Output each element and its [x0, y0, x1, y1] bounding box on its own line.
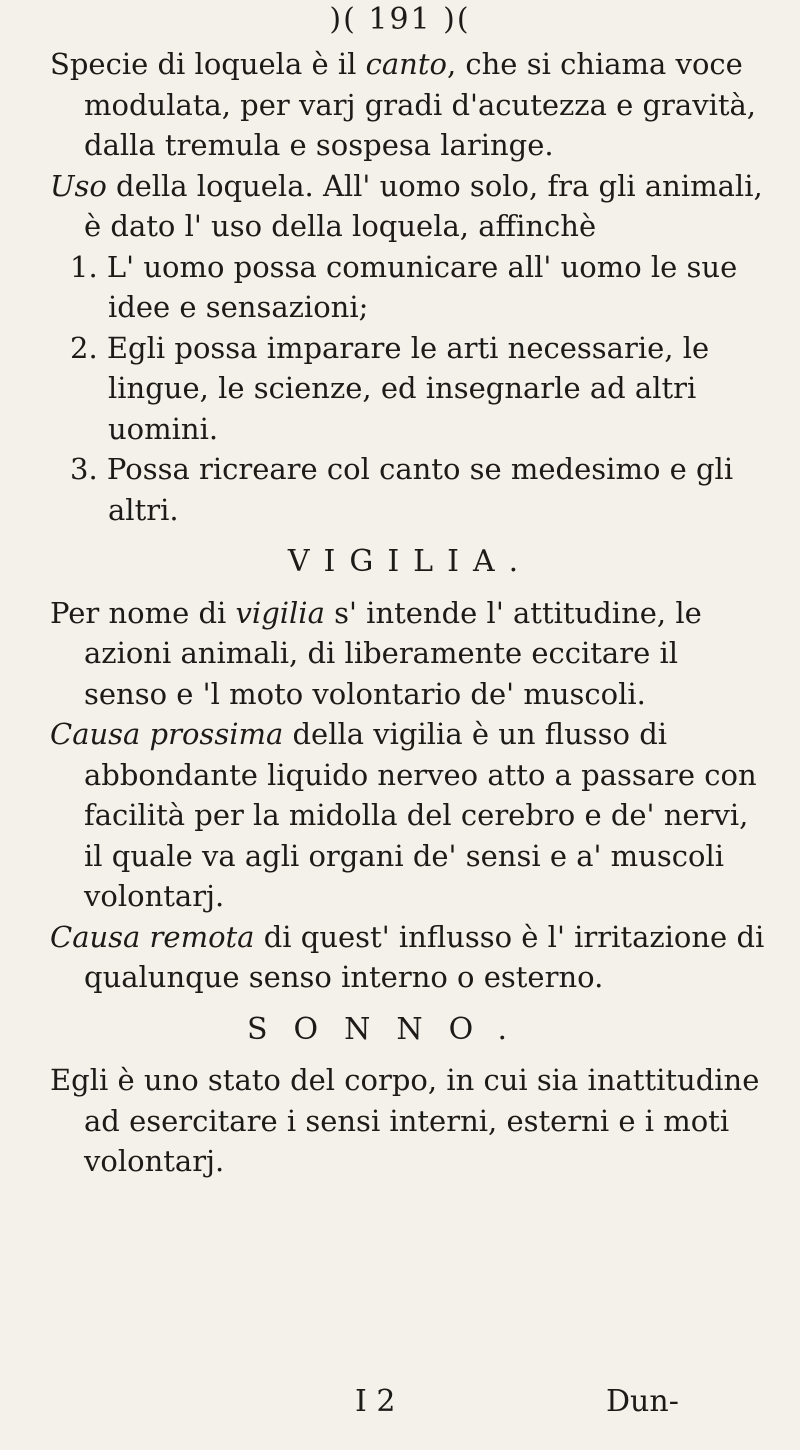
- list-item-number: 1.: [70, 249, 98, 284]
- uso-term: Uso: [50, 168, 107, 203]
- canto-term: canto: [365, 47, 447, 81]
- vigilia-intro-post: s' intende l' attitudine, le azioni animali, di liberamente eccitare il senso e 'l moto volontario de' muscoli.: [84, 595, 702, 711]
- list-item-number: 2.: [70, 330, 98, 365]
- causa-remota-term: Causa remota: [50, 919, 255, 954]
- canto-text: , che si chiama voce modulata, per varj gradi d'acutezza e gravità, dalla tremula e sospesa laringe.: [84, 47, 757, 162]
- canto-label: Specie di loquela è il: [50, 47, 366, 81]
- section-heading-vigilia: VIGILIA.: [287, 544, 533, 579]
- causa-remota-text: di quest' influsso è l' irritazione di qualunque senso interno o esterno.: [84, 919, 765, 994]
- section-heading-sonno: SONNO.: [246, 1011, 534, 1047]
- paragraph-canto: [50, 44, 770, 166]
- catchword: Dun-: [606, 1384, 679, 1419]
- paragraph-causa-prossima: [50, 714, 770, 917]
- list-item-text: Egli possa imparare le arti necessarie, le lingue, le scienze, ed insegnarle ad altri uomini.: [106, 330, 710, 446]
- signature-mark: I 2: [355, 1384, 396, 1419]
- paragraph-uso: [50, 166, 770, 247]
- paragraph-sonno: Egli è uno stato del corpo, in cui sia inattitudine ad esercitare i sensi interni, esterni e i moti volontarj.: [50, 1063, 760, 1178]
- list-item-number: 3.: [70, 452, 98, 486]
- page-footer: [0, 1384, 800, 1424]
- list-item-text: Possa ricreare col canto se medesimo e gli altri.: [106, 452, 734, 527]
- page-header: )( 191 )(: [329, 2, 471, 37]
- uso-text: della loquela. All' uomo solo, fra gli animali, è dato l' uso della loquela, affinchè: [84, 168, 763, 243]
- list-item: [50, 449, 770, 530]
- page-body: [50, 44, 770, 1182]
- paragraph-vigilia-intro: [50, 593, 770, 715]
- vigilia-term: vigilia: [235, 595, 325, 630]
- list-item-text: L' uomo possa comunicare all' uomo le sue idee e sensazioni;: [106, 249, 738, 324]
- list-item: [50, 247, 770, 328]
- causa-prossima-term: Causa prossima: [50, 717, 284, 751]
- paragraph-causa-remota: [50, 917, 770, 998]
- vigilia-intro-pre: Per nome di: [50, 595, 236, 630]
- causa-prossima-text: della vigilia è un flusso di abbondante liquido nerveo atto a passare con facilità per la midolla del cerebro e de' nervi, il quale va agli organi de' sensi e a' muscoli volontarj.: [84, 717, 757, 913]
- list-item: [50, 328, 770, 450]
